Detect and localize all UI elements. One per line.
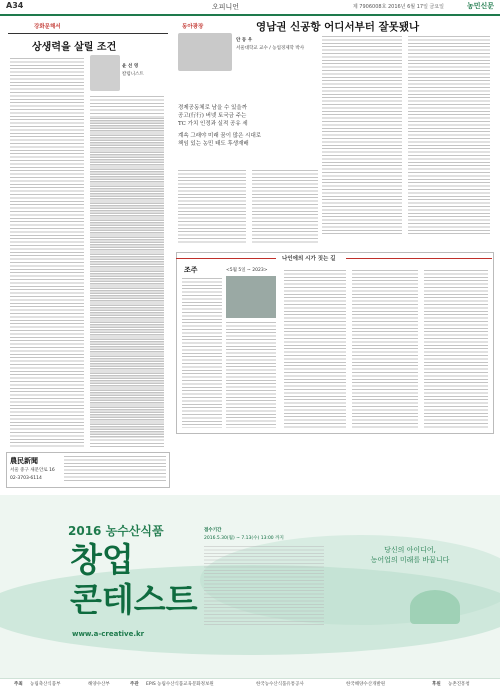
column-title-left: 상생력을 살릴 조건: [32, 42, 117, 53]
publisher-details: [64, 456, 166, 482]
column-label-middle: 동아광장: [182, 24, 204, 30]
footer-sponsor-label: 후원: [432, 682, 441, 687]
footer-host-label: 주최: [14, 682, 23, 687]
ad-year-line: 2016 농수산식품: [68, 524, 164, 538]
pullquote-line: 책임 있는 농민 태도 후생재배: [178, 141, 249, 147]
publisher-phone: 02-3703-6114: [10, 476, 42, 481]
ad-slogan: [355, 545, 465, 565]
pullquote-line: 경제공동체로 남을 수 있을까: [178, 105, 248, 111]
pullquote-line: TC 가치 인정과 실적 공유 세: [178, 121, 248, 127]
footer-org: EPIS 농림수산식품교육문화정보원: [146, 682, 214, 687]
page-header: [0, 0, 500, 16]
issue-date: 제 7906008호 2016년 6월 17일 금요일: [352, 4, 444, 10]
column-label-left: 강화문해서: [34, 24, 61, 30]
ad-footer: [0, 678, 500, 692]
ad-main-text-2: 콘테스트: [70, 580, 198, 619]
newspaper-name: 농민신문: [466, 2, 494, 10]
main-body-b: [408, 36, 490, 236]
ad-url[interactable]: www.a-creative.kr: [72, 630, 145, 638]
info-box-body-e: [424, 270, 488, 428]
footer-org: 해양수산부: [88, 682, 110, 687]
author-name-left: 윤 선 영: [122, 64, 139, 69]
author-name-middle: 안 동 우: [236, 38, 253, 43]
divider: [346, 258, 492, 259]
article-body-left-a: [10, 58, 84, 448]
pullquote-line: 공고(行行) 버넷 토국금 주는: [178, 113, 247, 119]
publisher-name: 農民新聞: [10, 456, 38, 465]
author-title-left: 칼럼니스트: [122, 72, 144, 77]
ad-illustration: [410, 590, 460, 624]
info-box-date: <5월 5일 ~ 2023>: [226, 268, 268, 273]
info-box-body-c: [284, 270, 346, 428]
footer-org: 한국농수산식품유통공사: [256, 682, 304, 687]
ad-slogan-line: 당신의 아이디어,: [384, 546, 436, 554]
info-box-subtitle: 조주: [184, 265, 198, 274]
main-headline: 영남권 신공항 어디서부터 잘못됐나: [256, 21, 420, 33]
ad-slogan-line: 농어업의 미래를 바꿉니다: [370, 556, 450, 564]
section-name: 오피니언: [212, 3, 240, 11]
footer-org: 농림축산식품부: [30, 682, 61, 687]
ad-details: [204, 546, 324, 626]
author-photo-middle: [178, 33, 232, 71]
main-body-c: [178, 170, 246, 245]
info-box-title: 나인에의 시가 짓는 길: [282, 256, 336, 262]
article-body-left-c: [90, 118, 164, 438]
info-box-body-d: [352, 270, 418, 428]
info-box-body-a: [182, 278, 222, 428]
main-body-a: [322, 36, 402, 236]
pullquote: [178, 104, 308, 148]
ad-period-label: 접수기간: [204, 528, 222, 533]
info-box-body-b: [226, 322, 276, 428]
publisher-address: 서울 중구 새문안로 16: [10, 468, 55, 473]
divider: [8, 33, 168, 34]
divider: [176, 258, 276, 259]
info-box-photo: [226, 276, 276, 318]
author-photo-left: [90, 55, 120, 91]
ad-main-text-1: 창업: [70, 540, 134, 579]
ad-period: 2016.5.30(월) ~ 7.13(수) 13:00 까지: [204, 536, 284, 541]
footer-organizer-label: 주관: [130, 682, 139, 687]
footer-org: 한국해양수산개발원: [346, 682, 386, 687]
author-title-middle: 서울대학교 교수 / 농업경제학 박사: [236, 46, 305, 51]
main-body-d: [252, 170, 318, 245]
pullquote-line: 계속 그래야 미래 꿈이 많은 시대로: [178, 133, 262, 139]
page-number: A34: [6, 1, 24, 10]
footer-org: 농촌진흥청: [448, 682, 470, 687]
